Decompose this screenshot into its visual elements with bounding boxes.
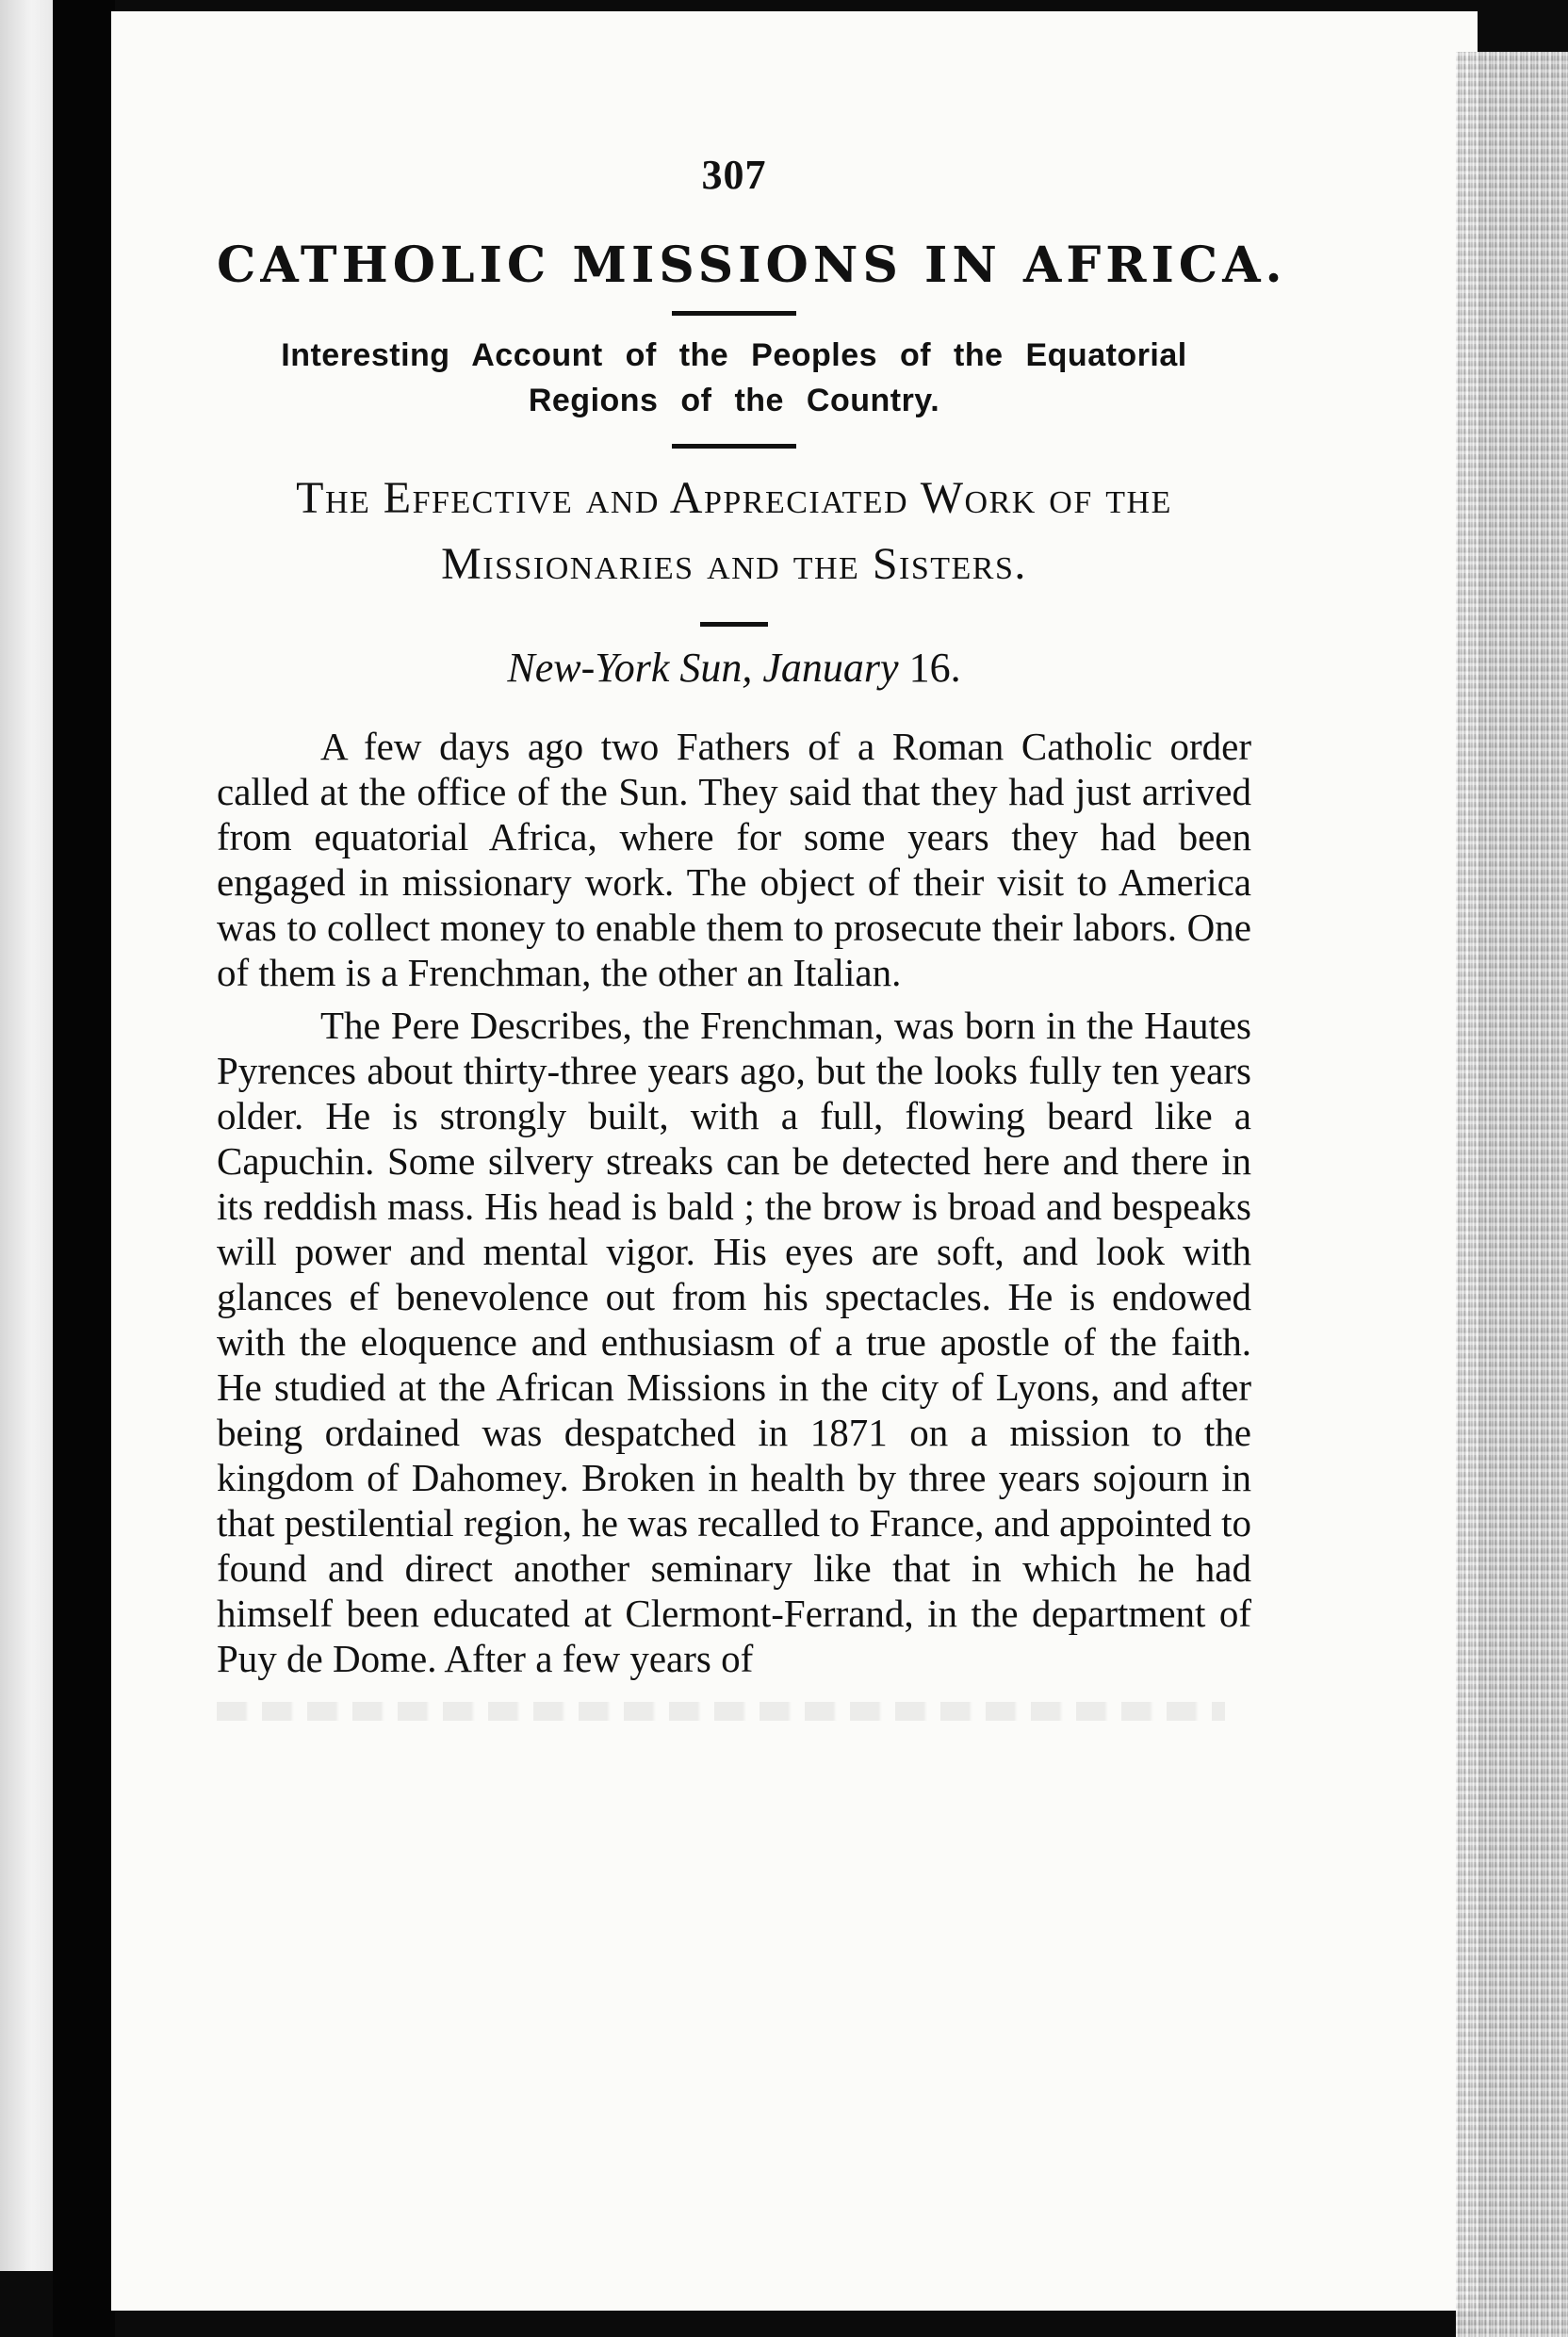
- body-paragraph-2: The Pere Describes, the Frenchman, was born in the Hautes Pyrences about thirty-three years ago, but the looks fully ten years older. He is strongly built, with a full, flowing beard like a Capuchin. Some silvery streaks can be detected here and there in its reddish mass. His head is bald ; the brow is broad and bespeaks will power and mental vigor. His eyes are soft, and look with glances ef benevolence out from his spectacles. He is endowed with the eloquence and enthusiasm of a true apostle of the faith. He studied at the African Missions in the city of Lyons, and after being ordained was despatched in 1871 on a mission to the kingdom of Dahomey. Broken in health by three years sojourn in that pestilential region, he was recalled to France, and appointed to found and direct another seminary like that in which he had himself been educated at Clermont-Ferrand, in the department of Puy de Dome. After a few years of: [217, 1004, 1251, 1680]
- previous-page-edge: [0, 0, 53, 2271]
- article-subtitle: [217, 333, 1251, 423]
- heading-line-2: Missionaries and the Sisters.: [441, 539, 1027, 589]
- section-heading: [217, 466, 1251, 597]
- book-gutter: [53, 0, 115, 2337]
- heading-rule: [700, 622, 768, 627]
- body-paragraph-1: A few days ago two Fathers of a Roman Catholic order called at the office of the Sun. They said that they had just arrived from equatorial Africa, where for some years they had been engaged in missionary work. The object of their visit to America was to collect money to enable them to prosecute their labors. One of them is a Frenchman, the other an Italian.: [217, 725, 1251, 994]
- subtitle-line-2: Regions of the Country.: [528, 383, 940, 418]
- subtitle-rule: [672, 444, 796, 449]
- source-credit: [217, 644, 1251, 692]
- heading-line-1: The Effective and Appreciated Work of the: [296, 473, 1172, 523]
- page-block-edges: [1456, 52, 1568, 2337]
- title-rule: [672, 311, 796, 316]
- page-text: [217, 151, 1287, 1721]
- article-title: CATHOLIC MISSIONS IN AFRICA.: [217, 237, 1287, 294]
- source-name: New-York Sun, January: [507, 645, 899, 691]
- subtitle-line-1: Interesting Account of the Peoples of the Equatorial: [281, 337, 1187, 373]
- source-day: 16.: [908, 645, 961, 691]
- bleed-through-line: [217, 1702, 1225, 1721]
- page-number: 307: [701, 152, 767, 198]
